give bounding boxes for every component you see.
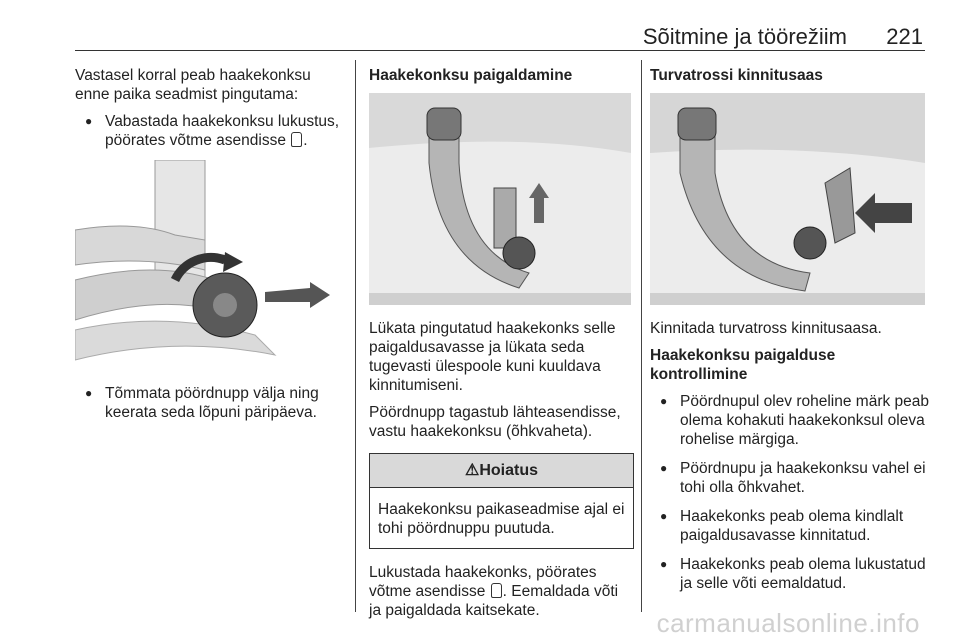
list-item: ● Haakekonks peab olema kindlalt paigaldusavasse kinnitatud. xyxy=(650,507,930,545)
section-heading: kontrollimine xyxy=(650,366,748,383)
list-item: ● Tõmmata pöördnupp välja ning keerata seda lõpuni päripäeva. xyxy=(75,384,345,422)
list-item: ● Haakekonks peab olema lukustatud ja selle võti eemaldatud. xyxy=(650,555,930,593)
list-item: ● Vabastada haakekonksu lukustus, pöörates võtme asendisse . xyxy=(75,112,345,150)
column-1 xyxy=(75,66,345,432)
warning-title: Hoiatus xyxy=(479,462,538,479)
section-heading: Haakekonksu paigalduse xyxy=(650,347,836,364)
paragraph: Lükata pingutatud haakekonks selle paigaldusavasse ja lükata seda tugevasti ülespoole kuni kuuldava kinnitumiseni. xyxy=(369,320,616,394)
list-item: ● Pöördnupul olev roheline märk peab olema kohakuti haakekonksul oleva rohelise märgiga. xyxy=(650,392,930,449)
unlocked-key-icon xyxy=(291,132,302,147)
page-number: 221 xyxy=(886,24,923,49)
paragraph: Kinnitada turvatross kinnitusaasa. xyxy=(650,320,882,337)
list-item: ● Pöördnupu ja haakekonksu vahel ei tohi olla õhkvahet. xyxy=(650,459,930,497)
paragraph: Pöördnupp tagastub lähteasendisse, vastu haakekonksu (õhkvaheta). xyxy=(369,404,621,440)
knob-release-figure xyxy=(75,160,340,370)
page-header xyxy=(75,18,925,51)
paragraph xyxy=(369,563,634,620)
header-title: Sõitmine ja töörežiim xyxy=(642,24,847,49)
column-2 xyxy=(369,66,634,628)
hitch-install-figure xyxy=(369,93,631,305)
column-divider xyxy=(355,60,356,612)
safety-cable-figure xyxy=(650,93,925,305)
locked-key-icon xyxy=(491,583,502,598)
bullet-list xyxy=(75,384,345,422)
section-heading: Haakekonksu paigaldamine xyxy=(369,67,573,84)
intro-text: Vastasel korral peab haakekonksu enne paika seadmist pingutama: xyxy=(75,67,311,103)
paragraph-part: Lukustada haakekonks, pöörates võtme asendisse xyxy=(369,564,597,600)
watermark: carmanualsonline.info xyxy=(656,608,920,638)
column-divider xyxy=(641,60,642,612)
warning-header xyxy=(370,454,633,488)
column-3 xyxy=(650,66,930,603)
bullet-list xyxy=(75,112,345,150)
warning-text: Haakekonksu paikaseadmise ajal ei tohi pöördnuppu puutuda. xyxy=(378,501,625,537)
bullet-list xyxy=(650,392,930,593)
warning-triangle-icon: ⚠ xyxy=(464,462,480,479)
section-heading: Turvatrossi kinnitusaas xyxy=(650,67,823,84)
paragraph-part: . Eemaldada võti ja paigaldada kaitsekate. xyxy=(369,583,619,619)
warning-box xyxy=(369,453,634,549)
bullet-text: Vabastada haakekonksu lukustus, pöörates võtme asendisse xyxy=(105,113,340,149)
